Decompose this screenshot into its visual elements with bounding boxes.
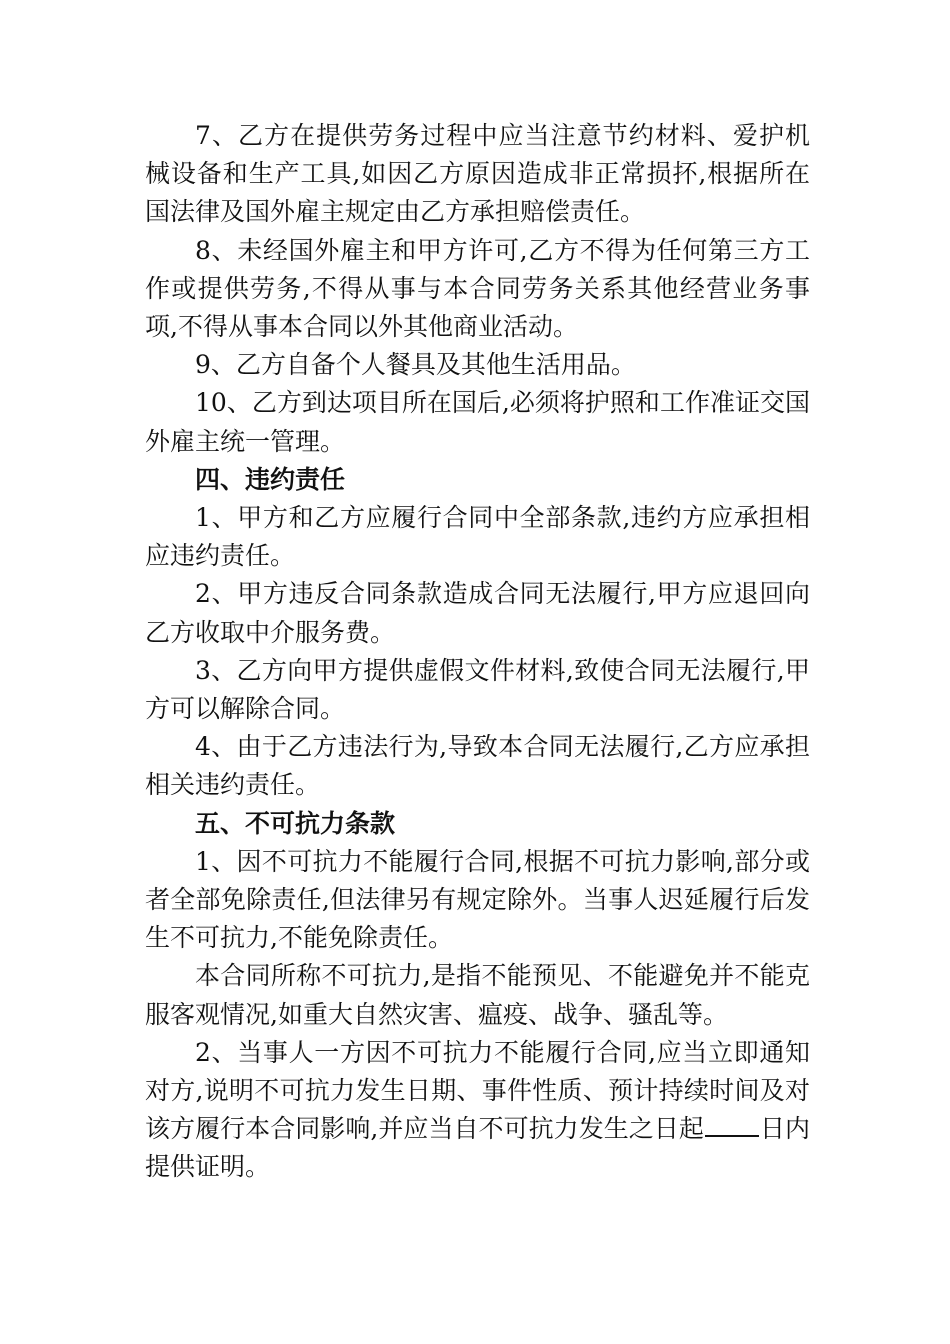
fill-in-blank-days <box>705 1111 759 1137</box>
clause-7: 7、乙方在提供劳务过程中应当注意节约材料、爱护机械设备和生产工具,如因乙方原因造成非正常损抔,根据所在国法律及国外雇主规定由乙方承担赔偿责任。 <box>145 121 810 227</box>
document-body <box>145 117 810 1187</box>
breach-clause-3: 3、乙方向甲方提供虚假文件材料,致使合同无法履行,甲方可以解除合同。 <box>145 655 810 724</box>
breach-clause-2: 2、甲方违反合同条款造成合同无法履行,甲方应退回向乙方收取中介服务费。 <box>145 579 810 647</box>
section-heading-breach: 四、违约责任 <box>195 464 346 494</box>
clause-8: 8、未经国外雇主和甲方许可,乙方不得为任何第三方工作或提供劳务,不得从事与本合同劳务关系其他经营业务事项,不得从事本合同以外其他商业活动。 <box>145 235 810 342</box>
breach-clause-1: 1、甲方和乙方应履行合同中全部条款,违约方应承担相应违约责任。 <box>145 503 810 571</box>
force-majeure-clause-1: 1、因不可抗力不能履行合同,根据不可抗力影响,部分或者全部免除责任,但法律另有规定除外。当事人迟延履行后发生不可抗力,不能免除责任。 <box>145 846 810 953</box>
force-majeure-definition: 本合同所称不可抗力,是指不能预见、不能避免并不能克服客观情况,如重大自然灾害、瘟疫、战争、骚乱等。 <box>145 961 810 1029</box>
clause-text-before-blank: 2、当事人一方因不可抗力不能履行合同,应当立即通知对方,说明不可抗力发生日期、事件性质、预计持续时间及对该方履行本合同影响,并应当自不可抗力发生之日起 <box>145 1037 810 1144</box>
force-majeure-clause-2 <box>145 1034 810 1187</box>
clause-10: 10、乙方到达项目所在国后,必须将护照和工作准证交国外雇主统一管理。 <box>145 388 810 456</box>
breach-clause-4: 4、由于乙方违法行为,导致本合同无法履行,乙方应承担相关违约责任。 <box>145 732 810 800</box>
clause-text-after-blank: 日内提供证明。 <box>145 1114 810 1182</box>
section-heading-force-majeure: 五、不可抗力条款 <box>195 808 396 838</box>
clause-9: 9、乙方自备个人餐具及其他生活用品。 <box>195 350 636 380</box>
